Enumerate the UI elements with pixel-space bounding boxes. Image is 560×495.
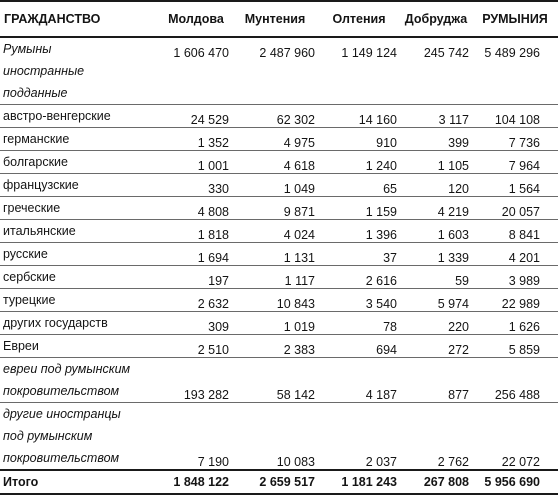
- row-label-line: французские: [3, 178, 79, 192]
- table-row: [0, 174, 558, 197]
- cell-dobruja: 3 117: [400, 105, 472, 128]
- table-row: [0, 358, 558, 403]
- cell-oltenia: [318, 60, 400, 105]
- table-row: [0, 60, 558, 105]
- cell-moldova: 309: [160, 312, 232, 335]
- row-label: [0, 60, 160, 105]
- row-label: [0, 220, 160, 243]
- row-label: [0, 197, 160, 220]
- cell-oltenia: 1 240: [318, 151, 400, 174]
- cell-romania: 8 841: [472, 220, 558, 243]
- cell-romania: 5 489 296: [484, 46, 540, 60]
- cell-oltenia: 4 187: [318, 358, 400, 403]
- cell-oltenia: 910: [318, 128, 400, 151]
- cell-romania: 7 964: [472, 151, 558, 174]
- cell-muntenia: 58 142: [232, 358, 318, 403]
- cell-muntenia: 4 975: [232, 128, 318, 151]
- row-label-line: другие иностранцы: [3, 407, 121, 421]
- cell-muntenia: 1 117: [232, 266, 318, 289]
- table-row: [0, 289, 558, 312]
- cell-dobruja: 245 742: [423, 46, 469, 60]
- row-label: [0, 403, 160, 471]
- row-label-line: турецкие: [3, 293, 56, 307]
- cell-romania: [472, 60, 558, 105]
- cell-moldova: 2 632: [160, 289, 232, 312]
- row-label-line: Румыны: [3, 42, 52, 56]
- cell-romania: 1 564: [472, 174, 558, 197]
- cell-muntenia: 4 618: [232, 151, 318, 174]
- cell-oltenia: 2 037: [365, 455, 397, 469]
- cell-muntenia: 1 049: [232, 174, 318, 197]
- cell-romania: 5 859: [472, 335, 558, 358]
- row-label: [0, 358, 160, 403]
- row-label: [0, 37, 160, 60]
- table-body: [0, 37, 558, 470]
- cell-oltenia: 65: [318, 174, 400, 197]
- column-header-oltenia: Олтения: [318, 1, 400, 37]
- cell-moldova: 193 282: [160, 358, 232, 403]
- column-header-citizenship: ГРАЖДАНСТВО: [0, 1, 160, 37]
- row-label-line: греческие: [3, 201, 61, 215]
- cell-moldova: [160, 60, 232, 105]
- cell-moldova: 330: [160, 174, 232, 197]
- cell-romania: 3 989: [472, 266, 558, 289]
- cell-moldova: 2 510: [160, 335, 232, 358]
- cell-dobruja: 120: [400, 174, 472, 197]
- cell-dobruja: 1 339: [400, 243, 472, 266]
- row-label-line: иностранные: [3, 64, 85, 78]
- cell-romania: 22 072: [501, 455, 540, 469]
- row-label-line: германские: [3, 132, 70, 146]
- total-muntenia: 2 659 517: [232, 470, 318, 494]
- table-row: [0, 403, 558, 471]
- table-row: [0, 37, 558, 60]
- cell-romania: 4 201: [472, 243, 558, 266]
- cell-moldova: 1 606 470: [173, 46, 229, 60]
- cell-moldova: 1 818: [160, 220, 232, 243]
- cell-muntenia: 2 487 960: [259, 46, 315, 60]
- cell-romania: 1 626: [472, 312, 558, 335]
- table-row: [0, 151, 558, 174]
- row-label: [0, 312, 160, 335]
- cell-oltenia: 1 396: [318, 220, 400, 243]
- row-label-line: австро-венгерские: [3, 109, 111, 123]
- cell-dobruja: [400, 60, 472, 105]
- total-label: Итого: [0, 470, 160, 494]
- cell-dobruja: 59: [400, 266, 472, 289]
- row-label-line: покровительством: [3, 451, 120, 465]
- cell-dobruja: 272: [400, 335, 472, 358]
- row-label-line: под румынским: [3, 429, 93, 443]
- cell-muntenia: 62 302: [232, 105, 318, 128]
- cell-dobruja: 1 603: [400, 220, 472, 243]
- cell-muntenia: 9 871: [232, 197, 318, 220]
- row-label: [0, 266, 160, 289]
- table-row: [0, 197, 558, 220]
- cell-dobruja: 5 974: [400, 289, 472, 312]
- row-label: [0, 128, 160, 151]
- cell-dobruja: 399: [400, 128, 472, 151]
- row-label-line: других государств: [3, 316, 108, 330]
- cell-muntenia: 10 083: [276, 455, 315, 469]
- table-row: [0, 220, 558, 243]
- table-row: [0, 312, 558, 335]
- column-header-moldova: Молдова: [160, 1, 232, 37]
- cell-muntenia: 10 843: [232, 289, 318, 312]
- column-header-muntenia: Мунтения: [232, 1, 318, 37]
- row-label-line: евреи под румынским: [3, 362, 131, 376]
- table-row: [0, 266, 558, 289]
- cell-oltenia: 1 159: [318, 197, 400, 220]
- row-label: [0, 105, 160, 128]
- row-label-line: покровительством: [3, 384, 120, 398]
- row-label: [0, 151, 160, 174]
- row-label-line: сербские: [3, 270, 56, 284]
- row-label-line: болгарские: [3, 155, 68, 169]
- cell-oltenia: 37: [318, 243, 400, 266]
- cell-moldova: 197: [160, 266, 232, 289]
- total-dobruja: 267 808: [400, 470, 472, 494]
- cell-muntenia: 1 131: [232, 243, 318, 266]
- cell-moldova: 1 694: [160, 243, 232, 266]
- table-header-row: [0, 1, 558, 37]
- table-row: [0, 335, 558, 358]
- cell-oltenia: 694: [318, 335, 400, 358]
- table-row: [0, 105, 558, 128]
- cell-moldova: 1 352: [160, 128, 232, 151]
- cell-oltenia: 1 149 124: [341, 46, 397, 60]
- cell-dobruja: 877: [400, 358, 472, 403]
- cell-romania: 20 057: [472, 197, 558, 220]
- cell-oltenia: 14 160: [318, 105, 400, 128]
- cell-dobruja: 1 105: [400, 151, 472, 174]
- column-header-dobruja: Добруджа: [400, 1, 472, 37]
- cell-moldova: 7 190: [197, 455, 229, 469]
- cell-muntenia: [232, 60, 318, 105]
- cell-muntenia: 1 019: [232, 312, 318, 335]
- cell-dobruja: 220: [400, 312, 472, 335]
- row-label-line: русские: [3, 247, 48, 261]
- column-header-romania: РУМЫНИЯ: [472, 1, 558, 37]
- cell-oltenia: 78: [318, 312, 400, 335]
- row-label: [0, 174, 160, 197]
- cell-oltenia: 3 540: [318, 289, 400, 312]
- total-oltenia: 1 181 243: [318, 470, 400, 494]
- cell-oltenia: 2 616: [318, 266, 400, 289]
- row-label-line: Евреи: [3, 339, 39, 353]
- row-label-line: подданные: [3, 86, 68, 100]
- row-label: [0, 243, 160, 266]
- cell-dobruja: 4 219: [400, 197, 472, 220]
- table-row: [0, 243, 558, 266]
- cell-moldova: 1 001: [160, 151, 232, 174]
- cell-dobruja: 2 762: [437, 455, 469, 469]
- row-label-line: итальянские: [3, 224, 76, 238]
- cell-romania: 7 736: [472, 128, 558, 151]
- total-romania: 5 956 690: [472, 470, 558, 494]
- row-label: [0, 335, 160, 358]
- cell-romania: 256 488: [472, 358, 558, 403]
- cell-romania: 104 108: [472, 105, 558, 128]
- cell-muntenia: 4 024: [232, 220, 318, 243]
- row-label: [0, 289, 160, 312]
- cell-romania: 22 989: [472, 289, 558, 312]
- cell-muntenia: 2 383: [232, 335, 318, 358]
- cell-moldova: 24 529: [160, 105, 232, 128]
- cell-moldova: 4 808: [160, 197, 232, 220]
- table-row: [0, 128, 558, 151]
- total-moldova: 1 848 122: [160, 470, 232, 494]
